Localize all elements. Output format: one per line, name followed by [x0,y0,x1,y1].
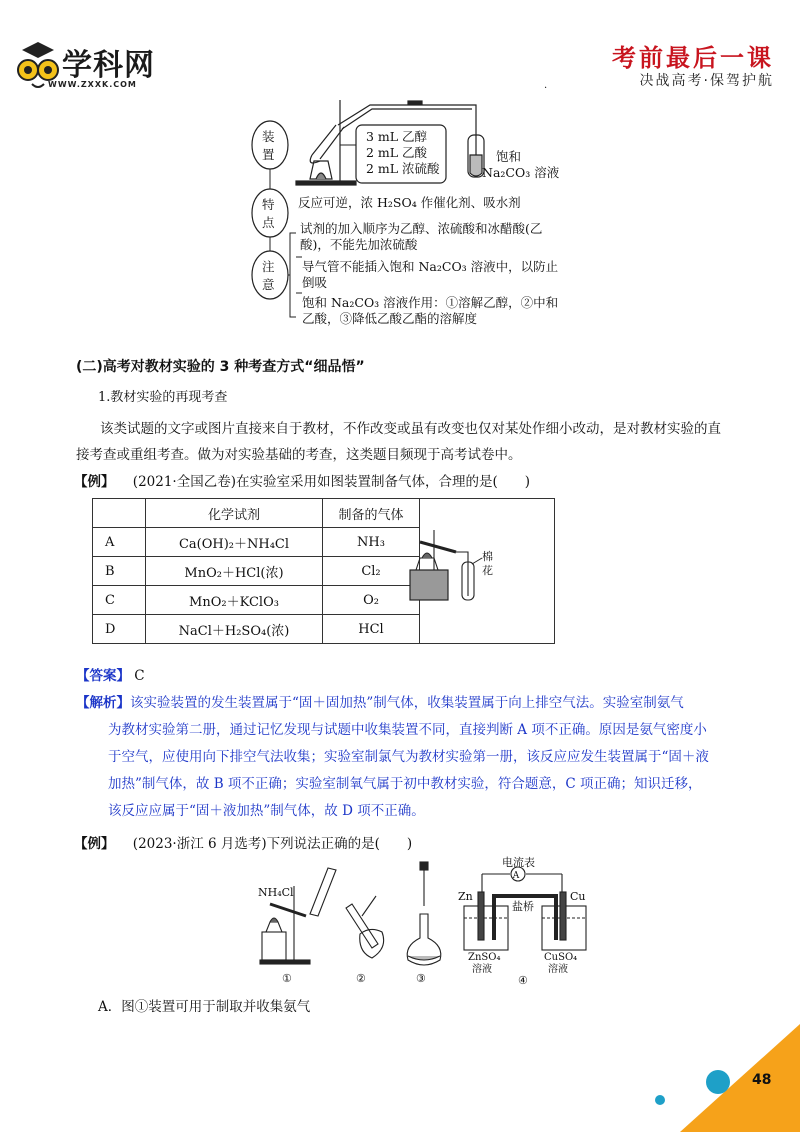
table-cell: O₂ [323,586,420,615]
apparatus-label-1: 棉 [482,550,493,563]
receiver-label-1: 饱和 [496,149,522,164]
answer-value: C [134,668,145,684]
note-3-line-2: 乙酸，③降低乙酸乙酯的溶解度 [302,311,478,326]
fig-label-cu: Cu [570,890,586,903]
section-title: (二)高考对教材实验的 3 种考查方式“细品悟” [76,359,365,375]
note-1-line-1: 试剂的加入顺序为乙醇、浓硫酸和冰醋酸(乙 [300,221,543,236]
section-paragraph: 该类试题的文字或图片直接来自于教材，不作改变或虽有改变也仅对某处作细小改动，是对教材实验的直接考查或重组考查。做为对实验基础的考查，这类题目频现于高考试卷中。 [76,421,721,463]
table-cell: B [93,557,146,586]
fig-label-znso4-2: 溶液 [472,964,492,975]
fig-label-ammeter: 电流表 [502,856,535,869]
ammeter-symbol: A [512,871,520,881]
explanation-line: 于空气，应使用向下排空气法收集；实验室制氯气为教材实验第一册，该反应应发生装置属于“固＋液 [108,749,709,765]
example-2-tag: 【例】 [74,836,115,852]
header-subtitle: 决战高考·保驾护航 [639,73,774,89]
example-2-figures [250,856,590,988]
header-title: 考前最后一课 [612,44,774,72]
explanation-line: 该实验装置的发生装置属于“固＋固加热”制气体，收集装置属于向上排空气法。实验室制氨气 [130,695,684,711]
option-a: A．图①装置可用于制取并收集氨气 [98,999,311,1015]
table-cell: NH₃ [323,528,420,557]
label-notes-2: 意 [262,277,275,292]
example-2 [74,832,412,852]
footer-decoration-icon [560,1010,800,1132]
reagent-acetic-acid: 2 mL 乙酸 [366,145,428,160]
explanation-tag: 【解析】 [76,695,130,711]
test-tube-hand-icon [346,896,384,958]
example-1-text: (2021·全国乙卷)在实验室采用如图装置制备气体，合理的是( ) [132,474,531,490]
fig-number-4: ④ [518,974,528,987]
brand-name: 学科网 [62,48,155,83]
answer [76,664,145,684]
note-3-line-1: 饱和 Na₂CO₃ 溶液作用：①溶解乙醇，②中和 [302,295,559,310]
label-device-1: 装 [262,129,275,144]
fig-label-cuso4-2: 溶液 [548,964,568,975]
reagent-sulfuric-acid: 2 mL 浓硫酸 [366,161,440,176]
fig-label-znso4-1: ZnSO₄ [468,952,501,963]
fig-label-salt-bridge: 盐桥 [512,900,534,913]
example-1 [74,470,530,490]
brand-url: WWW.ZXXK.COM [48,80,137,89]
fig-number-2: ② [356,972,366,985]
label-feature-1: 特 [262,197,275,212]
label-notes-1: 注 [262,259,275,274]
fig-number-3: ③ [416,972,426,985]
fig-number-1: ① [282,972,292,985]
receiver-label-2: Na₂CO₃ 溶液 [482,165,560,180]
apparatus-label-2: 花 [482,564,493,577]
table-cell: Cl₂ [323,557,420,586]
ammonia-apparatus-icon [260,868,336,964]
label-feature-2: 点 [262,215,275,230]
page-number: 48 [752,1072,772,1088]
table-cell: MnO₂＋HCl(浓) [146,557,323,586]
table-cell: MnO₂＋KClO₃ [146,586,323,615]
fig-label-zn: Zn [458,890,473,903]
fig-label-cuso4-1: CuSO₄ [544,952,578,963]
gas-generation-apparatus-icon [406,512,506,612]
explanation-line: 该反应应属于“固＋液加热”制气体，故 D 项不正确。 [108,803,425,819]
answer-tag: 【答案】 [76,668,130,684]
table-header [93,499,146,528]
note-2-line-1: 导气管不能插入饱和 Na₂CO₃ 溶液中，以防止 [302,259,559,274]
explanation-line: 加热”制气体，故 B 项不正确；实验室制氧气属于初中教材实验，符合题意，C 项正确；知识迁移， [108,776,702,792]
header-dot: . [544,80,548,91]
table-cell: A [93,528,146,557]
table-header: 制备的气体 [323,499,420,528]
example-2-text: (2023·浙江 6 月选考)下列说法正确的是( ) [132,836,413,852]
table-cell: Ca(OH)₂＋NH₄Cl [146,528,323,557]
table-cell: C [93,586,146,615]
esterification-summary-diagram [240,95,620,335]
feature-text: 反应可逆，浓 H₂SO₄ 作催化剂、吸水剂 [298,195,521,210]
example-1-tag: 【例】 [74,474,115,490]
reagent-ethanol: 3 mL 乙醇 [366,129,428,144]
note-1-line-2: 酸)，不能先加浓硫酸 [300,237,418,252]
explanation-line: 为教材实验第二册，通过记忆发现与试题中收集装置不同，直接判断 A 项不正确。原因是氨气密度小 [108,722,707,738]
table-cell: D [93,615,146,644]
explanation [76,690,726,825]
label-device-2: 置 [262,147,275,162]
fig-label-nh4cl: NH₄Cl [258,886,294,899]
note-2-line-2: 倒吸 [302,275,328,290]
table-cell: NaCl＋H₂SO₄(浓) [146,615,323,644]
table-cell: HCl [323,615,420,644]
section-subtitle: 1.教材实验的再现考查 [98,390,228,405]
volumetric-flask-icon [407,862,441,965]
table-header: 化学试剂 [146,499,323,528]
